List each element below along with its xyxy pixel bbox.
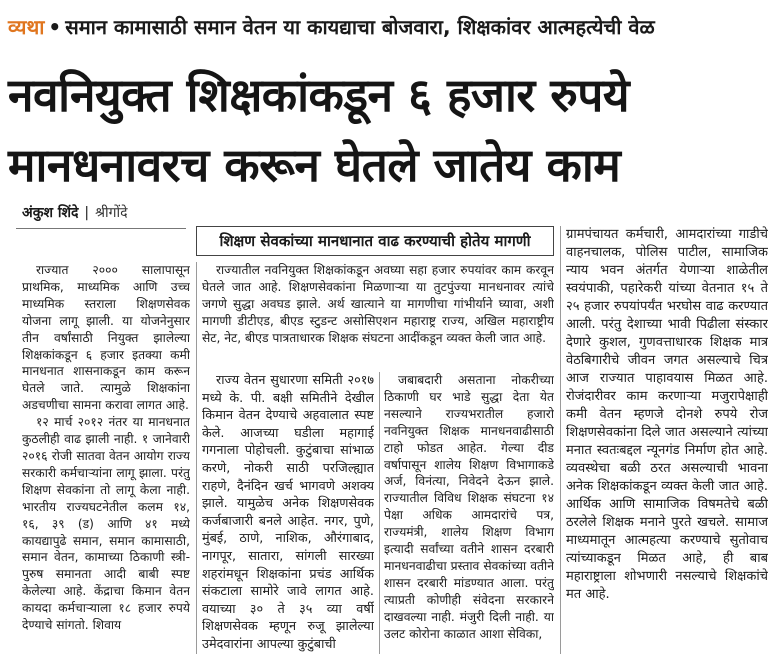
byline — [22, 198, 128, 228]
byline-rule — [16, 228, 186, 229]
headline-line-1: नवनियुक्त शिक्षकांकडून ६ हजार रुपये — [8, 68, 630, 122]
byline-separator: | — [84, 205, 90, 221]
article-column-2 — [202, 372, 374, 654]
kicker-tag: व्यथा — [8, 15, 45, 39]
headline-line-2: मानधनावरच करून घेतले जातेय काम — [8, 138, 621, 192]
byline-author: अंकुश शिंदे — [22, 205, 79, 221]
column-4-text: ग्रामपंचायत कर्मचारी, आमदारांच्या गाडीचे वाहनचालक, पोलिस पाटील, सामाजिक न्याय भवन अंतर्गत येणाऱ्या शाळेतील स्वयंपाकी, पहारेकरी यांच्या वेतनात १५ ते २५ हजार रुपयांपर्यंत भरघोस वाढ करण्यात आली. परंतु देशाच्या भावी पिढीला संस्कार देणारे कुशल, गुणवत्ताधारक शिक्षक मात्र वेठबिगारीचे जीवन जगत असल्याचे चित्र आज राज्यात पाहावयास मिळत आहे. रोजंदारीवर काम करणाऱ्या मजुरापेक्षाही कमी वेतन म्हणजे दोनशे रुपये रोज शिक्षणसेवकांना दिले जात असल्याने त्यांच्या मनात स्वतःबद्दल न्यूनगंड निर्माण होत आहे. व्यवस्थेचा बळी ठरत असल्याची भावना अनेक शिक्षकांकडून व्यक्त केली जात आहे. आर्थिक आणि सामाजिक विषमतेचे बळी ठरलेले शिक्षक मनाने पुरते खचले. सामाज माध्यमातून आत्महत्या करण्याचे सुतोवाच त्यांच्याकडून मिळत आहे, ही बाब महाराष्ट्राला शोभणारी नसल्याचे शिक्षकांचे मत आहे. — [566, 227, 768, 602]
kicker — [8, 10, 772, 44]
kicker-text: समान कामासाठी समान वेतन या कायद्याचा बोजवारा, शिक्षकांवर आत्महत्येची वेळ — [65, 15, 655, 39]
column-divider — [560, 226, 561, 654]
column-3-text: जबाबदारी असताना नोकरीच्या ठिकाणी घर भाडे सुद्धा देता येत नसल्याने राज्यभरातील हजारो नवनियुक्त शिक्षक मानधनवाढीसाठी टाहो फोडत आहेत. गेल्या दीड वर्षापासून शालेय शिक्षण विभागाकडे अर्ज, विनंत्या, निवेदने देऊन झाले. राज्यातील विविध शिक्षक संघटना १४ पेक्षा अधिक आमदारांचे पत्र, राज्यमंत्री, शालेय शिक्षण विभाग इत्यादी सर्वांच्या वतीने शासन दरबारी मानधनवाढीचा प्रस्ताव सेवकांच्या वतीने शासन दरबारी मांडण्यात आला. परंतु त्याप्रती कोणीही संवेदना सरकारने दाखवल्या नाही. मंजुरी दिली नाही. या उलट कोरोना काळात आशा सेविका, — [384, 373, 554, 641]
column-1-paragraph-2: १२ मार्च २०१२ नंतर या मानधनात कुठलीही वाढ झाली नाही. १ जानेवारी २०१६ रोजी सातवा वेतन आयोग राज्य सरकारी कर्मचाऱ्यांना लागू झाला. परंतु शिक्षण सेवकांना तो लागू केला नाही. भारतीय राज्यघटनेतील कलम १४, १६, ३९ (ड) आणि ४१ मध्ये कायद्यापुढे समान, समान कामासाठी, समान वेतन, कामाच्या ठिकाणी स्त्री-पुरुष समानता आदी बाबी स्पष्ट केलेल्या आहे. केंद्राचा किमान वेतन कायदा कर्मचाऱ्याला १८ हजार रुपये देण्याचे सांगतो. शिवाय — [22, 415, 190, 633]
column-divider — [196, 262, 197, 654]
column-divider — [379, 372, 380, 654]
headline — [8, 60, 768, 200]
byline-place: श्रीगोंदे — [95, 205, 128, 221]
lead-text: राज्यातील नवनियुक्त शिक्षकांकडून अवघ्या सहा हजार रुपयांवर काम करवून घेतले जात आहे. शिक्षणसेवकांना मिळणाऱ्या या तुटपुंज्या मानधनावर त्यांचे जगणे सुद्धा अवघड झाले. अर्थ खात्याने या मागणीचा गांभीर्याने घ्यावा, अशी मागणी डीटीएड, बीएड स्टुडन्ट असोसिएशन महाराष्ट्र राज्य, अखिल महाराष्ट्रीय सेट, नेट, बीएड पात्रताधारक शिक्षक संघटना आदींकडून व्यक्त केली जात आहे. — [202, 263, 554, 345]
lead-paragraph — [202, 262, 554, 356]
column-2-text: राज्य वेतन सुधारणा समिती २०१७ मध्ये के. पी. बक्षी समितीने देखील किमान वेतन देण्याचे अहवालात स्पष्ट केले. आजच्या घडीला महागाई गगनाला पोहोचली. कुटुंबाचा सांभाळ करणे, नोकरी साठी परजिल्ह्यात राहणे, दैनंदिन खर्च भागवणे अशक्य झाले. यामुळेच अनेक शिक्षणसेवक कर्जबाजारी बनले आहेत. नगर, पुणे, मुंबई, ठाणे, नाशिक, औरंगाबाद, नागपूर, सातारा, सांगली सारख्या शहरांमधून शिक्षकांना प्रचंड आर्थिक संकटाला सामोरे जावे लागत आहे. वयाच्या ३० ते ३५ व्या वर्षी शिक्षणसेवक म्हणून रुजू झालेल्या उमेदवारांना आपल्या कुटुंबाची — [202, 373, 374, 652]
bullet-icon: • — [48, 15, 62, 39]
column-1-paragraph-1: राज्यात २००० सालापासून प्राथमिक, माध्यमिक आणि उच्च माध्यमिक स्तराला शिक्षणसेवक योजना लागू झाली. या योजनेनुसार तीन वर्षांसाठी नियुक्त झालेल्या शिक्षकांकडून ६ हजार इतक्या कमी मानधनात शासनाकडून काम करून घेतले जाते. त्यामुळे शिक्षकांना अडचणीचा सामना करावा लागत आहे. — [22, 263, 190, 413]
article-column-4 — [566, 226, 768, 654]
article-column-1 — [22, 262, 190, 654]
article-column-3 — [384, 372, 554, 654]
subheadline: शिक्षण सेवकांच्या मानधानात वाढ करण्याची होतेय मागणी — [196, 226, 554, 256]
